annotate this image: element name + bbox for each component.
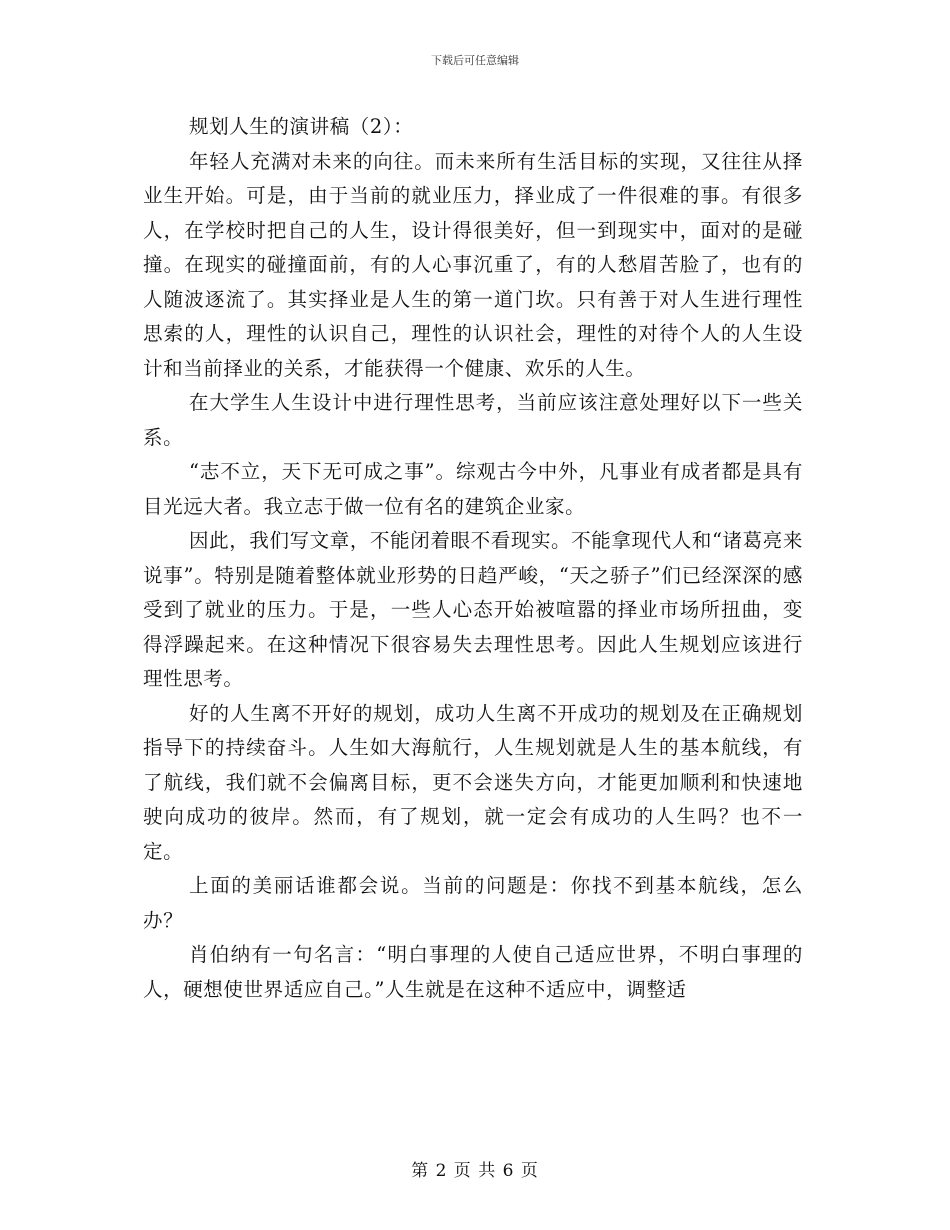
page-header: 下载后可任意编辑 <box>431 54 519 67</box>
paragraph-7: 肖伯纳有一句名言：“明白事理的人使自己适应世界，不明白事理的人，硬想使世界适应自己。”人生就是在这种不适应中，调整适 <box>143 943 803 1001</box>
paragraph-6: 上面的美丽话谁都会说。当前的问题是：你找不到基本航线，怎么办？ <box>143 874 803 932</box>
paragraph-5: 好的人生离不开好的规划，成功人生离不开成功的规划及在正确规划指导下的持续奋斗。人生如大海航行，人生规划就是人生的基本航线，有了航线，我们就不会偏离目标，更不会迷失方向，才能更加顺利和快速地驶向成功的彼岸。然而，有了规划，就一定会有成功的人生吗？也不一定。 <box>143 701 803 863</box>
paragraph-3: “志不立，天下无可成之事”。综观古今中外，凡事业有成者都是具有目光远大者。我立志于做一位有名的建筑企业家。 <box>143 460 803 518</box>
paragraph-1: 年轻人充满对未来的向往。而未来所有生活目标的实现，又往往从择业生开始。可是，由于当前的就业压力，择业成了一件很难的事。有很多人，在学校时把自己的人生，设计得很美好，但一到现实中，面对的是碰撞。在现实的碰撞面前，有的人心事沉重了，有的人愁眉苦脸了，也有的人随波逐流了。其实择业是人生的第一道门坎。只有善于对人生进行理性思索的人，理性的认识自己，理性的认识社会，理性的对待个人的人生设计和当前择业的关系，才能获得一个健康、欢乐的人生。 <box>143 149 803 380</box>
page-number-footer: 第 2 页 共 6 页 <box>411 1161 539 1181</box>
paragraph-4: 因此，我们写文章，不能闭着眼不看现实。不能拿现代人和“诸葛亮来说事”。特别是随着整体就业形势的日趋严峻，“天之骄子”们已经深深的感受到了就业的压力。于是，一些人心态开始被喧嚣的择业市场所扭曲，变得浮躁起来。在这种情况下很容易失去理性思考。因此人生规划应该进行理性思考。 <box>143 529 803 690</box>
paragraph-2: 在大学生人生设计中进行理性思考，当前应该注意处理好以下一些关系。 <box>143 391 803 449</box>
document-title: 规划人生的演讲稿（2）： <box>189 115 414 138</box>
document-body <box>143 110 803 1007</box>
